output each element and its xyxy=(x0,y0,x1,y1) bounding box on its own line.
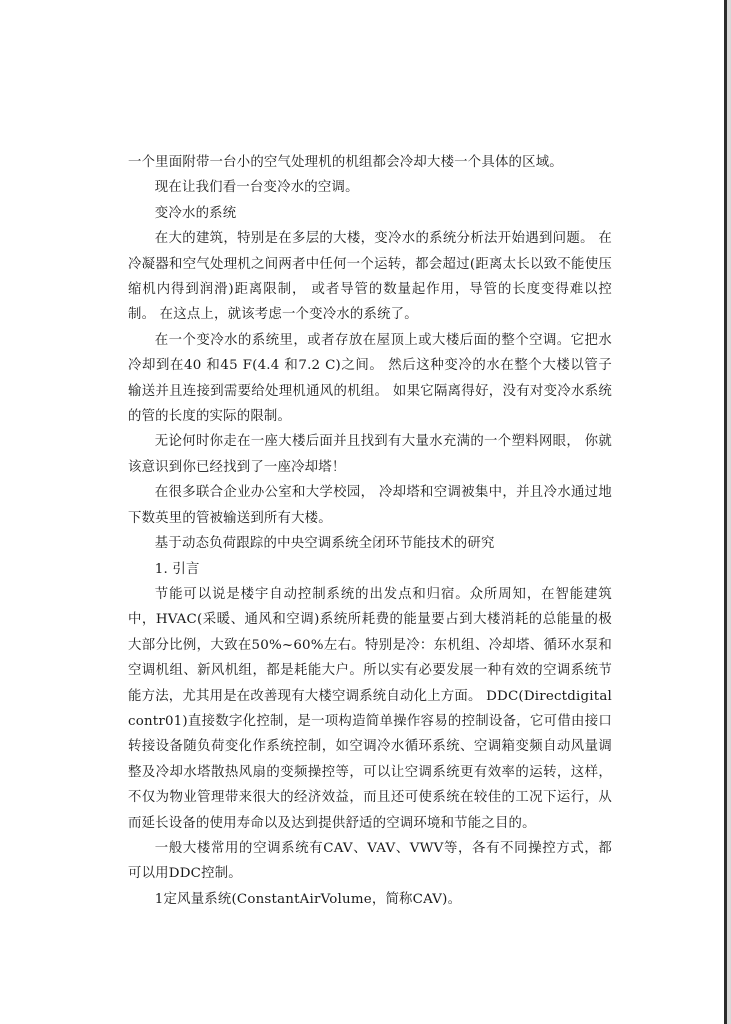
article-title: 基于动态负荷跟踪的中央空调系统全闭环节能技术的研究 xyxy=(154,536,495,552)
paragraph-8: 一般大楼常用的空调系统有CAV、VAV、VWV等，各有不同操控方式，都可以用DDC控制。 xyxy=(128,840,612,882)
body-text xyxy=(128,150,612,912)
paragraph-5: 无论何时你走在一座大楼后面并且找到有大量水充满的一个塑料网眼， 你就该意识到你已经找到了一座冷却塔！ xyxy=(128,434,612,475)
paragraph-9: 1定风量系统(ConstantAirVolume，简称CAV)。 xyxy=(154,891,462,907)
paragraph-1: 一个里面附带一台小的空气处理机的机组都会冷却大楼一个具体的区域。 xyxy=(128,155,563,170)
paragraph-2: 现在让我们看一台变冷水的空调。 xyxy=(154,180,359,196)
paragraph-3: 在大的建筑，特别是在多层的大楼，变冷水的系统分析法开始遇到问题。 在冷凝器和空气处理机之间两者中任何一个运转，都会超过(距离太长以致不能使压缩机内得到润滑)距离限制， 或者导管的数量起作用，导管的长度变得难以控制。 在这点上，就该考虑一个变冷水的系统了。 xyxy=(128,231,612,323)
paragraph-7: 节能可以说是楼宇自动控制系统的出发点和归宿。众所周知，在智能建筑中，HVAC(采暖、通风和空调)系统所耗费的能量要占到大楼消耗的总能量的极大部分比例，大致在50%~60%左右。特别是冷：东机组、冷却塔、循环水泵和空调机组、新风机组，都是耗能大户。所以实有必要发展一种有效的空调系统节能方法，尤其用是在改善现有大楼空调系统自动化上方面。 DDC(Directdigitalcontr01)直接数字化控制，是一项构造简单操作容易的控制设备，它可借由接口转接设备随负荷变化作系统控制，如空调冷水循环系统、空调箱变频自动风量调整及冷却水塔散热风扇的变频操控等，可以让空调系统更有效率的运转，这样，不仅为物业管理带来很大的经济效益，而且还可使系统在较佳的工况下运行，从而延长设备的使用寿命以及达到提供舒适的空调环境和节能之目的。 xyxy=(128,586,612,831)
section-heading-introduction: 1. 引言 xyxy=(154,561,200,577)
paragraph-4: 在一个变冷水的系统里，或者存放在屋顶上或大楼后面的整个空调。它把水冷却到在40 和45 F(4.4 和7.2 C)之间。 然后这种变冷的水在整个大楼以管子输送并且连接到需要给处理机通风的机组。 如果它隔离得好，没有对变冷水系统的管的长度的实际的限制。 xyxy=(128,332,612,425)
paragraph-6: 在很多联合企业办公室和大学校园， 冷却塔和空调被集中，并且冷水通过地下数英里的管被输送到所有大楼。 xyxy=(128,485,612,526)
scan-edge-shadow xyxy=(727,0,731,1024)
section-heading-chilled-water: 变冷水的系统 xyxy=(154,205,237,221)
